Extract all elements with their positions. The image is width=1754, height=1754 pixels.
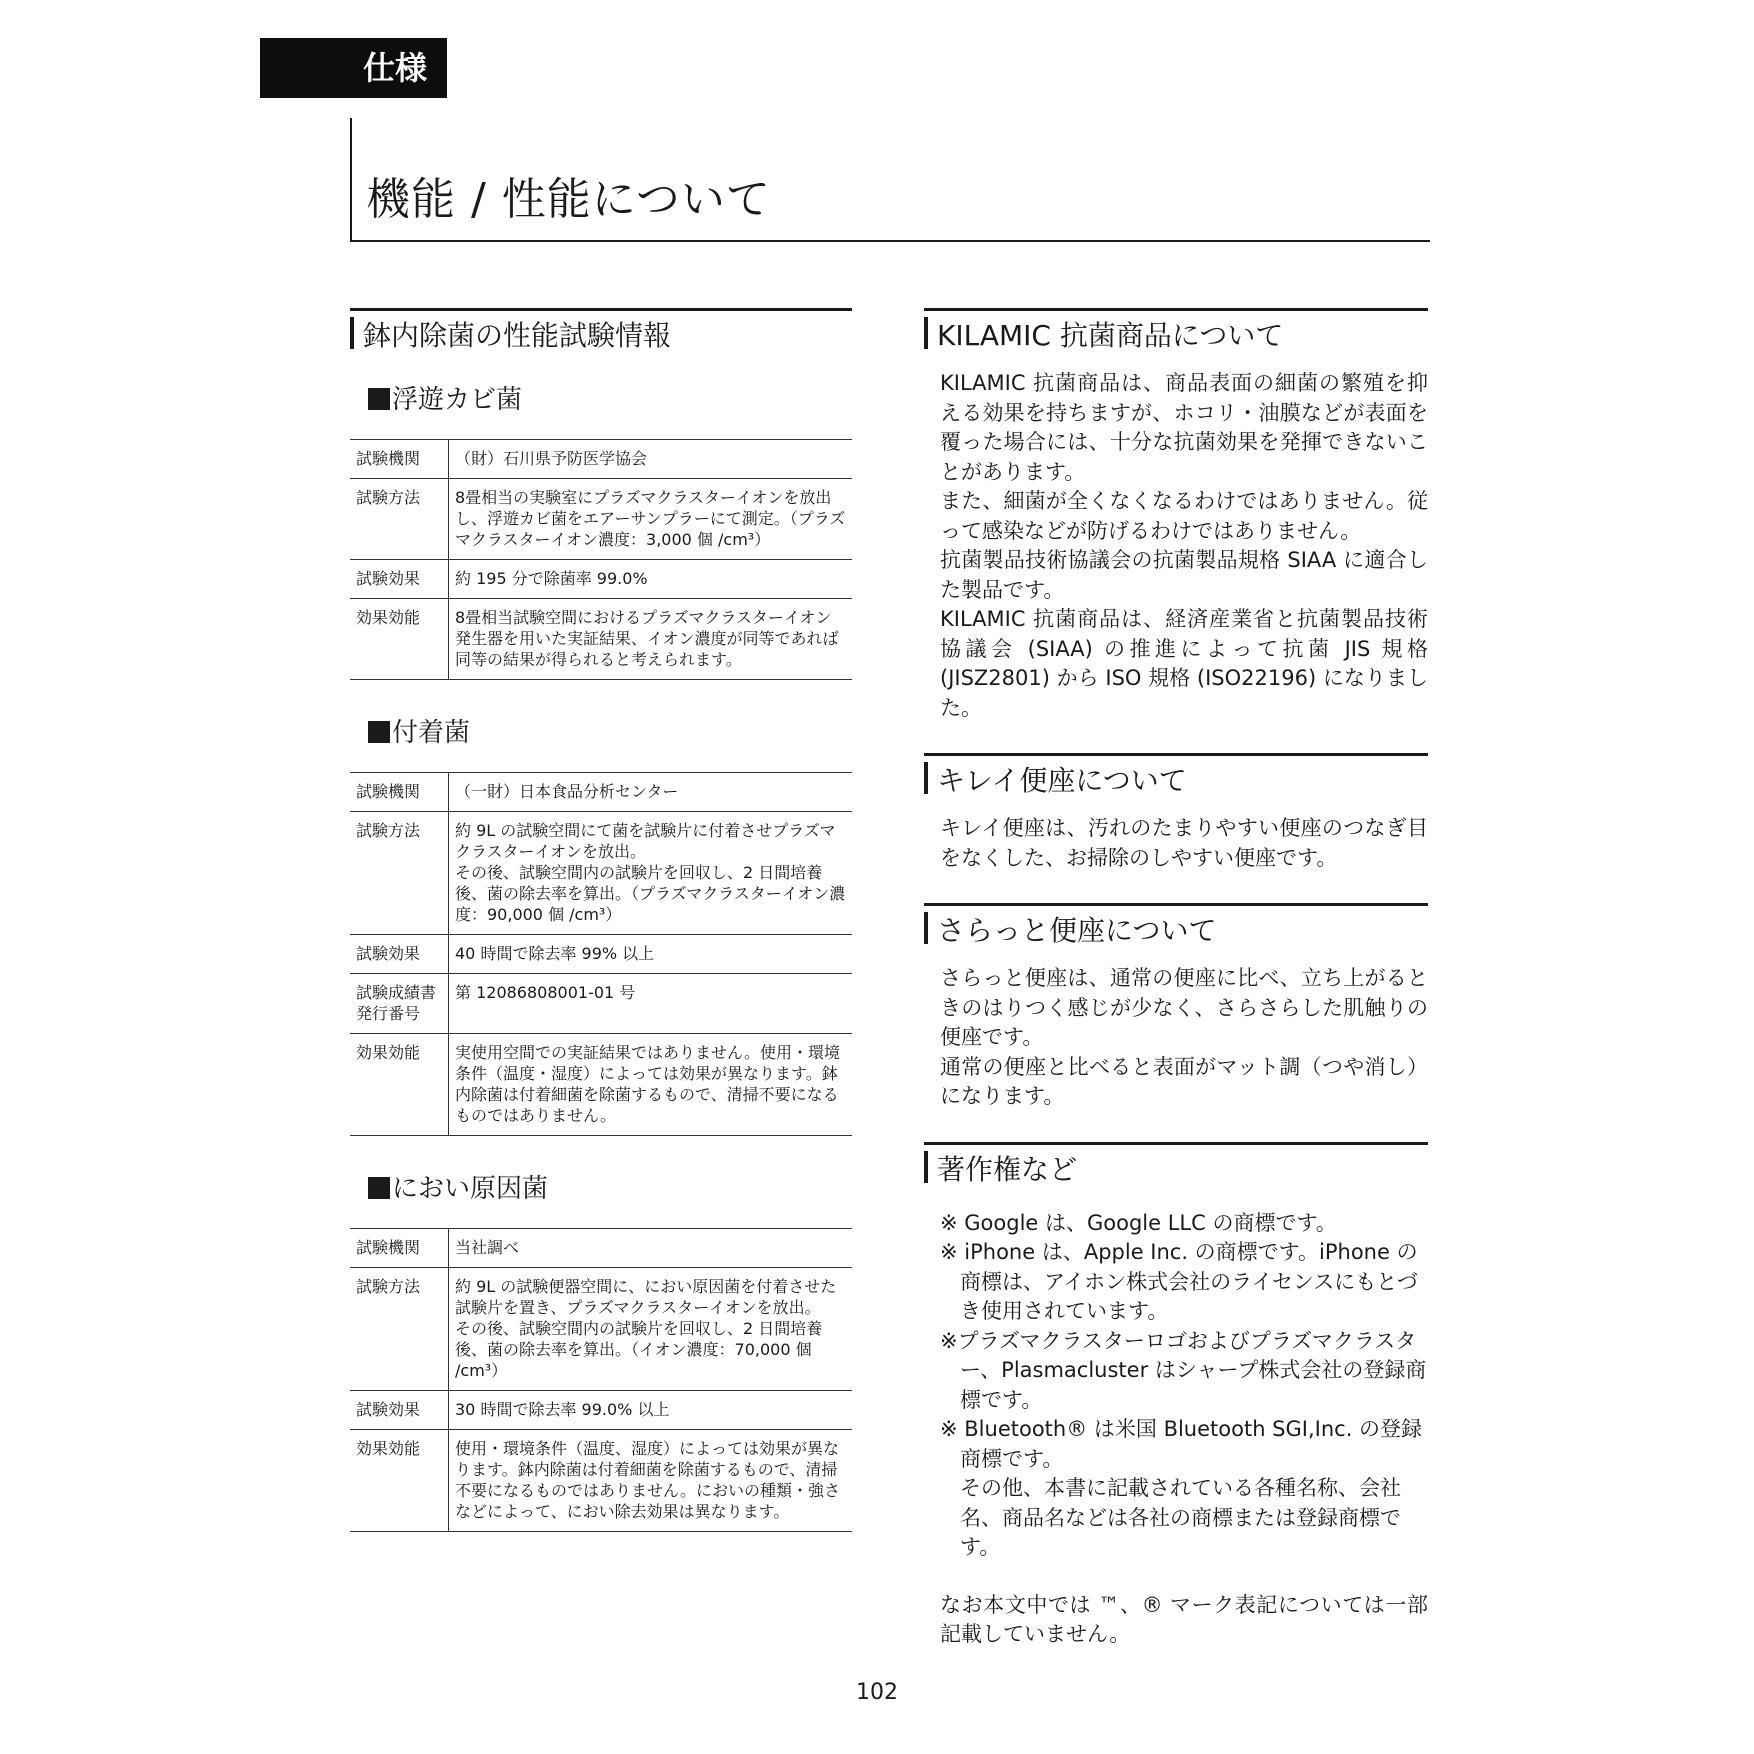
- kilamic-paragraph: また、細菌が全くなくなるわけではありません。従って感染などが防げるわけではありません。: [940, 489, 1428, 543]
- left-column: [350, 308, 852, 1532]
- row-label: 試験効果: [350, 935, 449, 974]
- table-row: [350, 812, 852, 935]
- sarat-paragraph: 通常の便座と比べると表面がマット調（つや消し）になります。: [940, 1054, 1428, 1108]
- table-row: [350, 974, 852, 1034]
- spec-table-floating-mold: [350, 439, 852, 680]
- kirei-paragraph: キレイ便座は、汚れのたまりやすい便座のつなぎ目をなくした、お掃除のしやすい便座です。: [940, 816, 1428, 870]
- row-value: 当社調べ: [449, 1229, 853, 1268]
- row-label: 試験方法: [350, 479, 449, 560]
- row-label: 効果効能: [350, 599, 449, 680]
- table-row: [350, 773, 852, 812]
- chapter-tab-label: 仕様: [363, 49, 428, 87]
- row-value: （財）石川県予防医学協会: [449, 440, 853, 479]
- table-row: [350, 1430, 852, 1532]
- section-title-sterilization-tests: 鉢内除菌の性能試験情報: [350, 308, 852, 355]
- row-label: 試験機関: [350, 1229, 449, 1268]
- trademark-note: ※プラズマクラスターロゴおよびプラズマクラスター、Plasmacluster はシャープ株式会社の登録商標です。: [940, 1328, 1427, 1412]
- row-value: 約 195 分で除菌率 99.0%: [449, 560, 853, 599]
- table-row: [350, 440, 852, 479]
- trademark-note: ※ Google は、Google LLC の商標です。: [940, 1210, 1337, 1235]
- row-label: 試験成績書発行番号: [350, 974, 449, 1034]
- table-row: [350, 1034, 852, 1136]
- row-label: 効果効能: [350, 1034, 449, 1136]
- row-value: 実使用空間での実証結果ではありません。使用・環境条件（温度・湿度）によっては効果が異なります。鉢内除菌は付着細菌を除菌するもので、清掃不要になるものではありません。: [449, 1034, 853, 1136]
- row-label: 試験方法: [350, 1268, 449, 1391]
- page-title-frame: [350, 118, 1430, 242]
- row-value: 第 12086808001-01 号: [449, 974, 853, 1034]
- table-row: [350, 560, 852, 599]
- trademark-note: ※ iPhone は、Apple Inc. の商標です。iPhone の商標は、アイホン株式会社のライセンスにもとづき使用されています。: [940, 1240, 1418, 1323]
- row-label: 試験方法: [350, 812, 449, 935]
- chapter-tab: [260, 38, 447, 98]
- row-label: 試験効果: [350, 1391, 449, 1430]
- square-bullet-icon: [368, 721, 390, 743]
- section-title-copyright: 著作権など: [924, 1142, 1428, 1189]
- row-value: 使用・環境条件（温度、湿度）によっては効果が異なります。鉢内除菌は付着細菌を除菌するもので、清掃不要になるものではありません。においの種類・強さなどによって、におい除去効果は異なります。: [449, 1430, 853, 1532]
- subheading-floating-mold: [350, 383, 852, 417]
- row-value: 約 9L の試験便器空間に、におい原因菌を付着させた試験片を置き、プラズマクラスターイオンを放出。 その後、試験空間内の試験片を回収し、2 日間培養後、菌の除去率を算出。（イオン濃度：70,000 個 /cm³）: [449, 1268, 853, 1391]
- page-number: 102: [856, 1680, 898, 1705]
- row-value: 8畳相当試験空間におけるプラズマクラスターイオン発生器を用いた実証結果、イオン濃度が同等であれば同等の結果が得られると考えられます。: [449, 599, 853, 680]
- subheading-adhered-bacteria: [350, 716, 852, 750]
- row-value: 40 時間で除去率 99% 以上: [449, 935, 853, 974]
- section-title-kirei-seat: キレイ便座について: [924, 753, 1428, 800]
- trademark-note: ※ Bluetooth® は米国 Bluetooth SGI,Inc. の登録商標です。: [940, 1417, 1423, 1471]
- table-row: [350, 1229, 852, 1268]
- kilamic-paragraph: KILAMIC 抗菌商品は、商品表面の細菌の繁殖を抑える効果を持ちますが、ホコリ・油膜などが表面を覆った場合には、十分な抗菌効果を発揮できないことがあります。: [940, 371, 1428, 484]
- subheading-label: 付着菌: [392, 718, 471, 748]
- kilamic-paragraph: KILAMIC 抗菌商品は、経済産業省と抗菌製品技術協議会 (SIAA) の推進によって抗菌 JIS 規格 (JISZ2801) から ISO 規格 (ISO22196) になりました。: [940, 607, 1428, 720]
- table-row: [350, 935, 852, 974]
- row-value: （一財）日本食品分析センター: [449, 773, 853, 812]
- trademark-note-continuation: その他、本書に記載されている各種名称、会社名、商品名などは各社の商標または登録商標です。: [960, 1476, 1401, 1559]
- row-value: 約 9L の試験空間にて菌を試験片に付着させプラズマクラスターイオンを放出。 その後、試験空間内の試験片を回収し、2 日間培養後、菌の除去率を算出。（プラズマクラスターイオン濃度：90,000 個 /cm³）: [449, 812, 853, 935]
- row-value: 8畳相当の実験室にプラズマクラスターイオンを放出し、浮遊カビ菌をエアーサンプラーにて測定。（プラズマクラスターイオン濃度：3,000 個 /cm³）: [449, 479, 853, 560]
- square-bullet-icon: [368, 1177, 390, 1199]
- square-bullet-icon: [368, 388, 390, 410]
- section-title-kilamic: KILAMIC 抗菌商品について: [924, 308, 1428, 355]
- row-label: 効果効能: [350, 1430, 449, 1532]
- subheading-label: におい原因菌: [392, 1174, 549, 1204]
- section-title-sarat-seat: さらっと便座について: [924, 903, 1428, 950]
- table-row: [350, 1268, 852, 1391]
- kilamic-paragraph: 抗菌製品技術協議会の抗菌製品規格 SIAA に適合した製品です。: [940, 548, 1428, 602]
- page-title: 機能 / 性能について: [366, 174, 771, 225]
- row-label: 試験効果: [350, 560, 449, 599]
- table-row: [350, 1391, 852, 1430]
- trademark-footnote: なお本文中では ™、® マーク表記については一部記載していません。: [940, 1592, 1428, 1646]
- row-value: 30 時間で除去率 99.0% 以上: [449, 1391, 853, 1430]
- subheading-label: 浮遊カビ菌: [392, 385, 523, 415]
- right-column: [924, 308, 1428, 1650]
- subheading-odor-bacteria: [350, 1172, 852, 1206]
- table-row: [350, 479, 852, 560]
- table-row: [350, 599, 852, 680]
- spec-table-odor-bacteria: [350, 1228, 852, 1532]
- spec-table-adhered-bacteria: [350, 772, 852, 1136]
- row-label: 試験機関: [350, 440, 449, 479]
- sarat-paragraph: さらっと便座は、通常の便座に比べ、立ち上がるときのはりつく感じが少なく、さらさらした肌触りの便座です。: [940, 966, 1428, 1049]
- row-label: 試験機関: [350, 773, 449, 812]
